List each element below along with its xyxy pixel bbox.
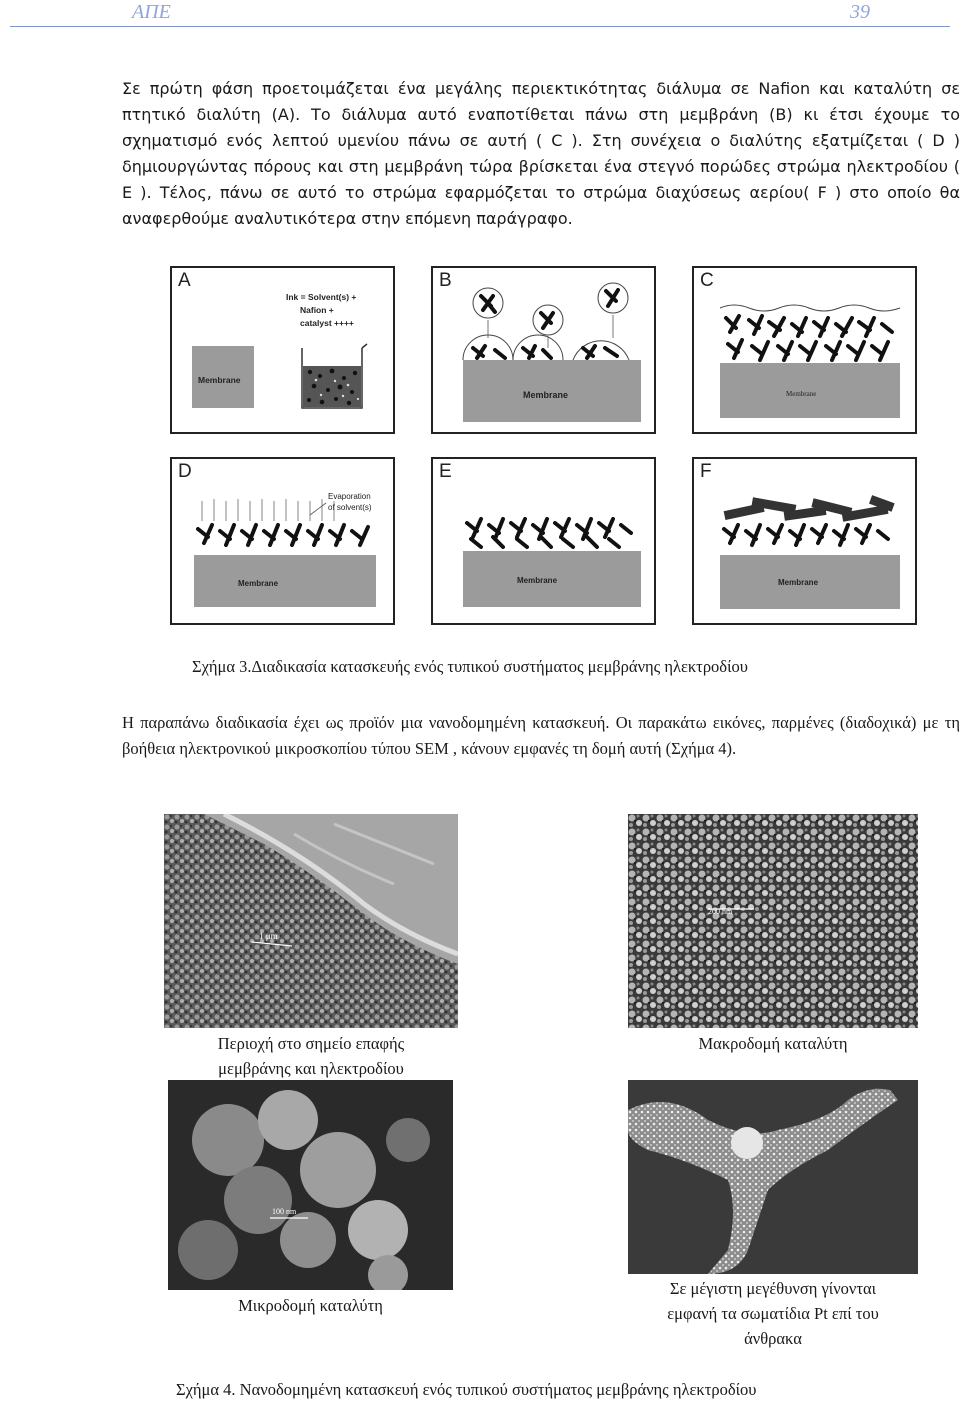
panel-label-a: A xyxy=(178,270,191,291)
sem-image-pt xyxy=(628,1080,918,1274)
panel-f xyxy=(692,457,917,625)
panel-c xyxy=(692,266,917,434)
sem-caption-macro: Μακροδομή καταλύτη xyxy=(698,1034,848,1053)
svg-text:Evaporation: Evaporation xyxy=(328,492,371,501)
sem-image-micro xyxy=(168,1080,453,1290)
scale-label-3: 100 nm xyxy=(272,1207,297,1216)
figure4-caption: Σχήμα 4. Νανοδομημένη κατασκευή ενός τυπικού συστήματος μεμβράνης ηλεκτροδίου xyxy=(176,1380,757,1399)
membrane-label-e: Membrane xyxy=(517,576,558,585)
panel-label-e: E xyxy=(439,461,452,482)
sem-caption-micro: Μικροδομή καταλύτη xyxy=(238,1296,383,1315)
page-number: 39 xyxy=(850,1,870,23)
sem-image-interface xyxy=(164,814,458,1028)
sem-image-macro xyxy=(628,814,918,1028)
sem-caption-interface: Περιοχή στο σημείο επαφής μεμβράνης και ηλεκτροδίου xyxy=(217,1034,405,1078)
svg-text:of solvent(s): of solvent(s) xyxy=(328,503,372,512)
membrane-label-a: Membrane xyxy=(198,375,241,385)
panel-b xyxy=(431,266,656,434)
svg-text:catalyst ++++: catalyst ++++ xyxy=(300,318,354,328)
paragraph-sem: Η παραπάνω διαδικασία έχει ως προϊόν μια νανοδομημένη κατασκευή. Οι παρακάτω εικόνες, παρμένες (διαδοχικά) με τη βοήθεια ηλεκτρονικού μικροσκοπίου τύπου SEM , κάνουν εμφανές τη δομή αυτή (Σχήμα 4). xyxy=(122,713,960,758)
membrane-label-b: Membrane xyxy=(523,390,569,400)
panel-label-f: F xyxy=(700,461,712,482)
sem-caption-pt: Σε μέγιστη μεγέθυνση γίνονται εμφανή τα σωματίδια Pt επί του άνθρακα xyxy=(667,1279,879,1348)
svg-text:Nafion +: Nafion + xyxy=(300,305,334,315)
paragraph-intro: Σε πρώτη φάση προετοιμάζεται ένα μεγάλης περιεκτικότητας διάλυμα σε Nafion και καταλύτη σε πτητικό διαλύτη (A). Το διάλυμα αυτό εναποτίθεται πάνω στη μεμβράνη (B) κι έτσι έχουμε το σχηματισμό ενός λεπτού υμενίου πάνω σε αυτή ( C ). Στη συνέχεια ο διαλύτης εξατμίζεται ( D ) δημιουργώντας πόρους και στη μεμβράνη τώρα βρίσκεται ένα στεγνό πορώδες στρώμα ηλεκτροδίου ( E ). Τέλος, πάνω σε αυτό το στρώμα εφαρμόζεται το στρώμα διαχύσεως αερίου( F ) στο οποίο θα αναφερθούμε αναλυτικότερα στην επόμενη παράγραφο. xyxy=(122,79,960,228)
panel-e xyxy=(431,457,656,625)
panel-label-b: B xyxy=(439,270,452,291)
svg-text:Ink = Solvent(s) +: Ink = Solvent(s) + xyxy=(286,292,357,302)
scale-label-1: 1 μm xyxy=(259,931,278,941)
membrane-label-d: Membrane xyxy=(238,579,279,588)
scale-label-2: 200 nm xyxy=(708,907,733,916)
panel-d xyxy=(170,457,395,625)
panel-a xyxy=(170,266,395,434)
panel-label-d: D xyxy=(178,461,192,482)
header-title: ΑΠΕ xyxy=(132,1,171,23)
panel-label-c: C xyxy=(700,270,714,291)
page-header xyxy=(10,0,950,27)
membrane-label-c: Membrane xyxy=(786,390,817,398)
membrane-label-f: Membrane xyxy=(778,578,819,587)
figure3-caption: Σχήμα 3.Διαδικασία κατασκευής ενός τυπικού συστήματος μεμβράνης ηλεκτροδίου xyxy=(192,657,748,676)
